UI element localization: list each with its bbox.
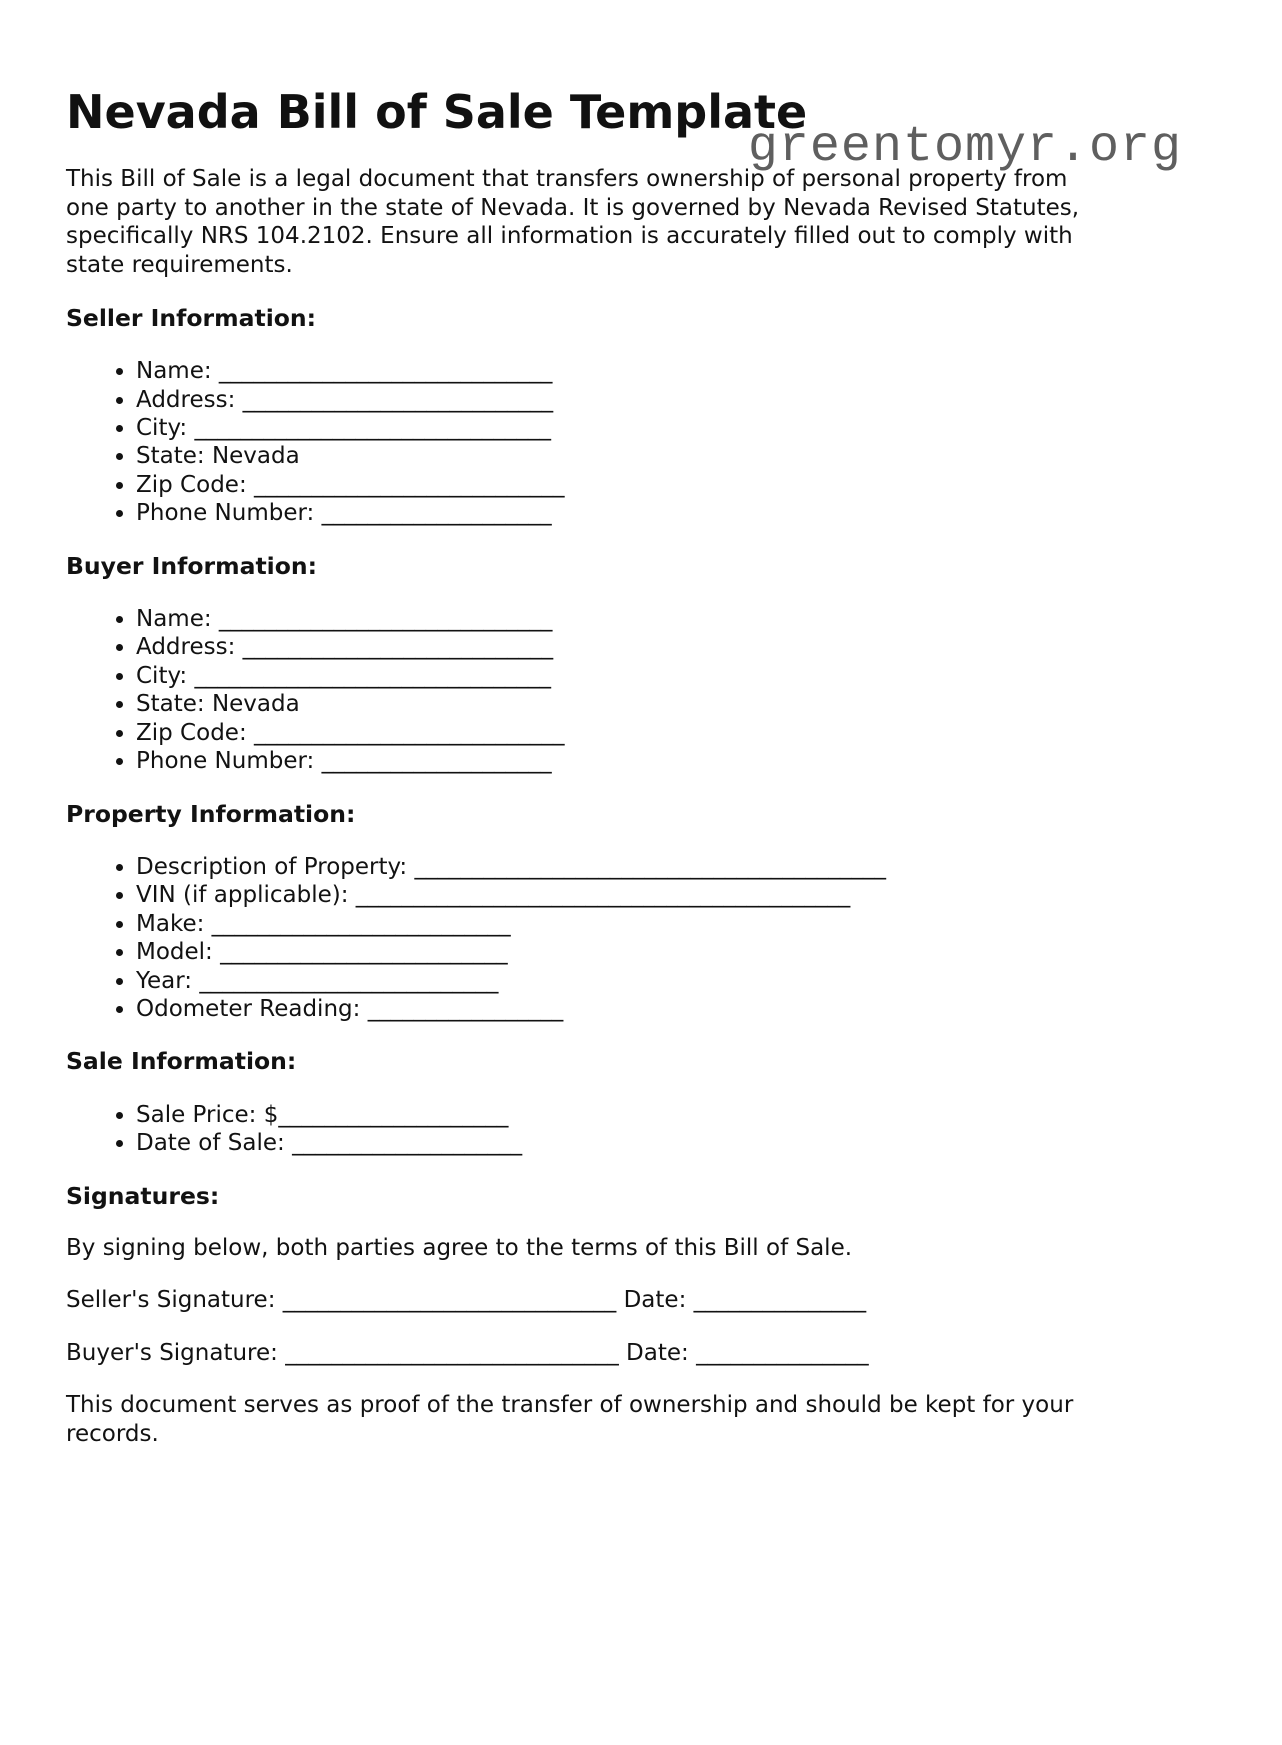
- date-label: Date:: [616, 1287, 694, 1314]
- field-blank: _______________________________: [194, 415, 551, 442]
- field-blank: __________________________: [211, 910, 511, 937]
- page-title: Nevada Bill of Sale Template: [66, 85, 808, 139]
- field-blank: ____________________: [321, 500, 552, 527]
- field-blank: ___________________________________________: [355, 882, 851, 909]
- field-blank: ___________________________: [242, 386, 554, 413]
- field-blank: _________________: [367, 995, 564, 1022]
- buyer-information-heading: Buyer Information:: [66, 551, 318, 580]
- closing-line: records.: [66, 1420, 159, 1447]
- property-information-list: [66, 853, 1216, 1023]
- field-blank: _________________________________________: [414, 853, 886, 880]
- watermark-site-name: greentomyr.org: [747, 119, 1182, 176]
- seller-information-list: [66, 357, 1216, 527]
- field-blank: ____________________: [292, 1130, 523, 1157]
- list-item-sale-price: [136, 1101, 1216, 1129]
- buyer-signature-label: Buyer's Signature:: [66, 1339, 286, 1366]
- sale-information-heading: Sale Information:: [66, 1047, 297, 1076]
- date-label: Date:: [618, 1339, 697, 1366]
- field-blank: ____________________: [321, 748, 552, 775]
- intro-line: state requirements.: [66, 252, 293, 279]
- field-label: Phone Number:: [136, 748, 322, 775]
- list-item-seller-address: [136, 386, 1216, 414]
- field-blank: _______________________________: [194, 662, 551, 689]
- list-item-seller-phone: [136, 499, 1216, 527]
- date-blank: _______________: [696, 1339, 869, 1366]
- field-blank: _____________________________: [218, 606, 553, 633]
- buyer-signature-blank: _____________________________: [285, 1339, 619, 1366]
- list-item-seller-name: [136, 357, 1216, 385]
- list-item-property-vin: [136, 881, 1216, 909]
- seller-signature-blank: _____________________________: [282, 1287, 617, 1314]
- closing-line: This document serves as proof of the transfer of ownership and should be kept for your: [66, 1392, 1074, 1419]
- list-item-property-year: [136, 967, 1216, 995]
- field-blank: ___________________________: [242, 634, 554, 661]
- field-label: Phone Number:: [136, 500, 322, 527]
- seller-information-heading: Seller Information:: [66, 303, 317, 332]
- seller-signature-row: [66, 1286, 1216, 1314]
- property-information-heading: Property Information:: [66, 799, 356, 828]
- field-label: Odometer Reading:: [136, 995, 368, 1022]
- field-label: Zip Code:: [136, 471, 254, 498]
- document-page: [0, 86, 1282, 1449]
- field-blank: _________________________: [220, 939, 508, 966]
- buyer-signature-row: [66, 1339, 1216, 1367]
- field-blank: ____________________: [278, 1101, 509, 1128]
- field-value: Nevada: [211, 691, 300, 718]
- buyer-information-list: [66, 605, 1216, 775]
- field-label: VIN (if applicable):: [136, 882, 356, 909]
- field-blank: ___________________________: [254, 719, 565, 746]
- list-item-property-description: [136, 853, 1216, 881]
- field-label: State:: [136, 691, 212, 718]
- intro-paragraph: [66, 165, 1216, 280]
- field-label: City:: [136, 662, 195, 689]
- intro-line: This Bill of Sale is a legal document that transfers ownership of personal property from: [66, 166, 1068, 192]
- field-label: State:: [136, 443, 212, 470]
- intro-line: one party to another in the state of Nevada. It is governed by Nevada Revised Statutes,: [66, 194, 1080, 221]
- list-item-seller-zip: [136, 471, 1216, 499]
- field-blank: __________________________: [199, 967, 499, 994]
- list-item-buyer-state: [136, 690, 1216, 718]
- signature-statement: By signing below, both parties agree to the terms of this Bill of Sale.: [66, 1234, 853, 1261]
- field-label: Year:: [136, 967, 200, 994]
- field-label: Description of Property:: [136, 853, 415, 880]
- intro-line: specifically NRS 104.2102. Ensure all information is accurately filled out to comply with: [66, 223, 1073, 250]
- field-label: Address:: [136, 634, 243, 661]
- list-item-buyer-phone: [136, 747, 1216, 775]
- field-label: Name:: [136, 606, 219, 633]
- list-item-property-model: [136, 938, 1216, 966]
- field-value: Nevada: [211, 443, 300, 470]
- closing-paragraph: [66, 1391, 1216, 1448]
- field-blank: _____________________________: [218, 358, 553, 385]
- list-item-buyer-zip: [136, 719, 1216, 747]
- field-label: Model:: [136, 939, 221, 966]
- field-label: Address:: [136, 386, 243, 413]
- list-item-sale-date: [136, 1129, 1216, 1157]
- field-label: Name:: [136, 358, 219, 385]
- list-item-buyer-city: [136, 662, 1216, 690]
- field-label: Make:: [136, 910, 212, 937]
- list-item-property-make: [136, 910, 1216, 938]
- field-blank: ___________________________: [254, 471, 565, 498]
- field-label: Zip Code:: [136, 719, 254, 746]
- signatures-heading: Signatures:: [66, 1181, 220, 1210]
- list-item-seller-city: [136, 414, 1216, 442]
- list-item-buyer-name: [136, 605, 1216, 633]
- field-label: Sale Price: $: [136, 1101, 279, 1128]
- list-item-buyer-address: [136, 633, 1216, 661]
- list-item-seller-state: [136, 442, 1216, 470]
- field-label: City:: [136, 415, 195, 442]
- list-item-property-odometer: [136, 995, 1216, 1023]
- sale-information-list: [66, 1101, 1216, 1158]
- field-label: Date of Sale:: [136, 1130, 293, 1157]
- seller-signature-label: Seller's Signature:: [66, 1287, 283, 1314]
- date-blank: _______________: [693, 1287, 867, 1314]
